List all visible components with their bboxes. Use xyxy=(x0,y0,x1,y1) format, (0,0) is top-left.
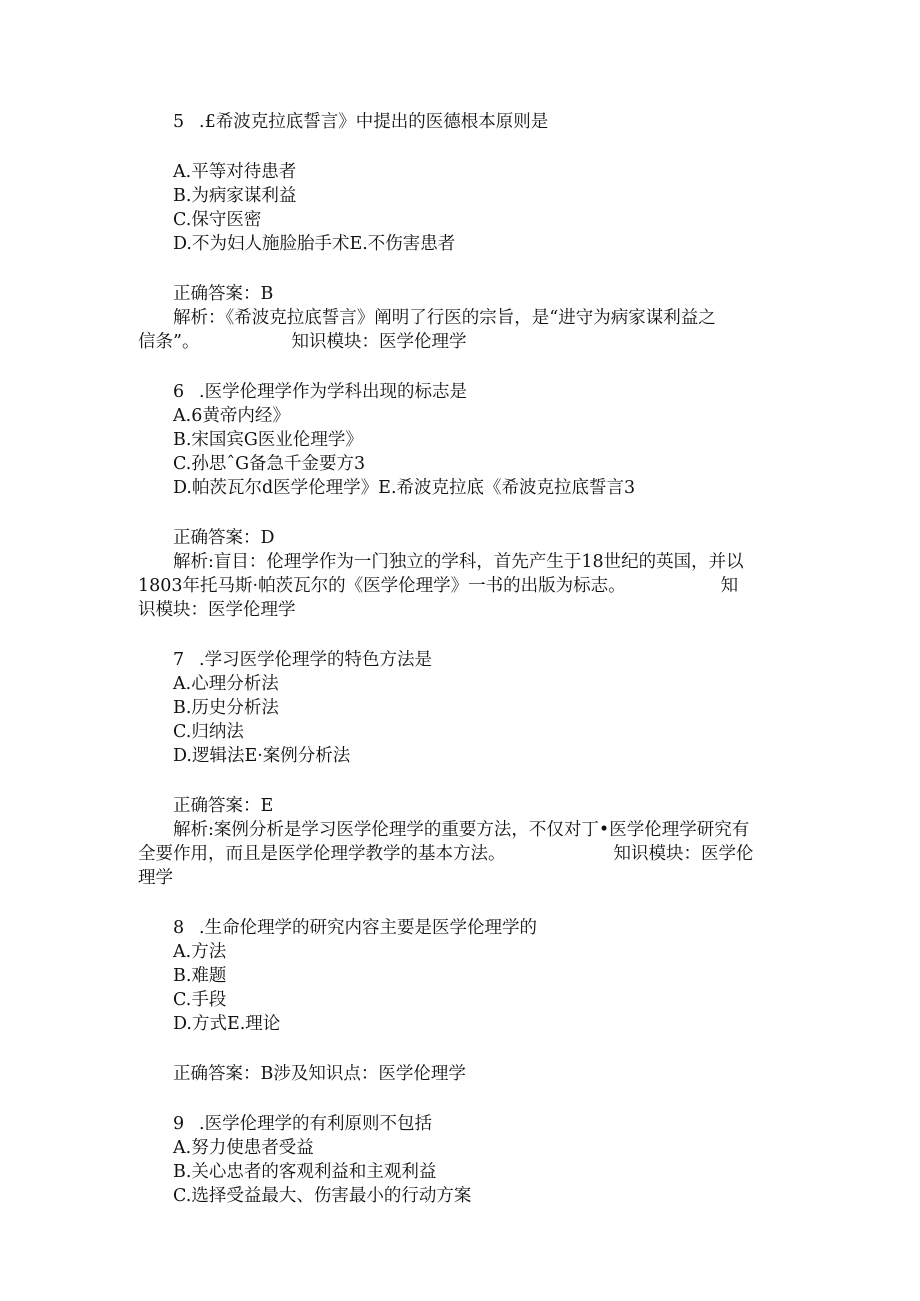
explanation-line: 识模块：医学伦理学 xyxy=(138,600,296,620)
option: C.选择受益最大、伤害最小的行动方案 xyxy=(173,1186,472,1206)
option: B.关心忠者的客观利益和主观利益 xyxy=(173,1162,437,1182)
question-9-stem xyxy=(138,1112,788,1136)
option: B.宋国宾G医业伦理学》 xyxy=(173,430,363,450)
question-6-stem xyxy=(138,380,788,404)
knowledge-module: 知 xyxy=(720,576,739,596)
option: C.保守医密 xyxy=(173,210,262,230)
explanation-text: 1803年托马斯·帕茨瓦尔的《医学伦理学》一书的出版为标志。 xyxy=(138,576,626,596)
document-page xyxy=(138,110,788,1208)
option: A.努力使患者受益 xyxy=(173,1138,314,1158)
question-7-stem xyxy=(138,648,788,672)
explanation-line xyxy=(138,842,788,866)
option: D.帕茨瓦尔d医学伦理学》E.希波克拉底《希波克拉底誓言3 xyxy=(173,478,636,498)
option: C.归纳法 xyxy=(173,722,244,742)
question-text: .医学伦理学的有利原则不包括 xyxy=(199,1114,433,1134)
question-number: 6 xyxy=(173,382,185,402)
question-number: 9 xyxy=(173,1114,185,1134)
answer: 正确答案：D xyxy=(173,528,275,548)
answer: 正确答案：E xyxy=(173,796,274,816)
option: A.心理分析法 xyxy=(173,674,279,694)
knowledge-module: 知识模块：医学伦 xyxy=(613,844,754,864)
explanation-line xyxy=(138,330,788,354)
question-text: .医学伦理学作为学科出现的标志是 xyxy=(199,382,468,402)
question-text: .£希波克拉底誓言》中提出的医德根本原则是 xyxy=(199,112,549,132)
question-8-stem xyxy=(138,916,788,940)
question-number: 5 xyxy=(173,112,185,132)
option: A.方法 xyxy=(173,942,227,962)
explanation-line: 解析:案例分析是学习医学伦理学的重要方法，不仅对丁•医学伦理学研究有 xyxy=(173,820,750,840)
explanation-line: 理学 xyxy=(138,868,173,888)
option: A.平等对待患者 xyxy=(173,162,297,182)
option: B.历史分析法 xyxy=(173,698,279,718)
explanation-text: 全要作用，而且是医学伦理学教学的基本方法。 xyxy=(138,844,506,864)
question-number: 7 xyxy=(173,650,185,670)
explanation-line: 解析：《希波克拉底誓言》阐明了行医的宗旨，是“进守为病家谋利益之 xyxy=(173,308,716,328)
option: C.孙思ˆG备急千金要方3 xyxy=(173,454,366,474)
option: D.不为妇人施脸胎手术E.不伤害患者 xyxy=(173,234,456,254)
question-text: .生命伦理学的研究内容主要是医学伦理学的 xyxy=(199,918,538,938)
option: D.方式E.理论 xyxy=(173,1014,281,1034)
explanation-line xyxy=(138,574,788,598)
explanation-text: 信条”。 xyxy=(138,332,200,352)
option: A.6黄帝内经》 xyxy=(173,406,290,426)
option: B.为病家谋利益 xyxy=(173,186,297,206)
option: C.手段 xyxy=(173,990,227,1010)
knowledge-module: 知识模块：医学伦理学 xyxy=(291,332,467,352)
answer: 正确答案：B xyxy=(173,284,274,304)
answer: 正确答案：B涉及知识点：医学伦理学 xyxy=(173,1064,466,1084)
option: B.难题 xyxy=(173,966,227,986)
question-number: 8 xyxy=(173,918,185,938)
option: D.逻辑法E·案例分析法 xyxy=(173,746,351,766)
explanation-line: 解析:盲目：伦理学作为一门独立的学科，首先产生于18世纪的英国，并以 xyxy=(173,552,744,572)
question-text: .学习医学伦理学的特色方法是 xyxy=(199,650,433,670)
question-5-stem xyxy=(138,110,788,134)
